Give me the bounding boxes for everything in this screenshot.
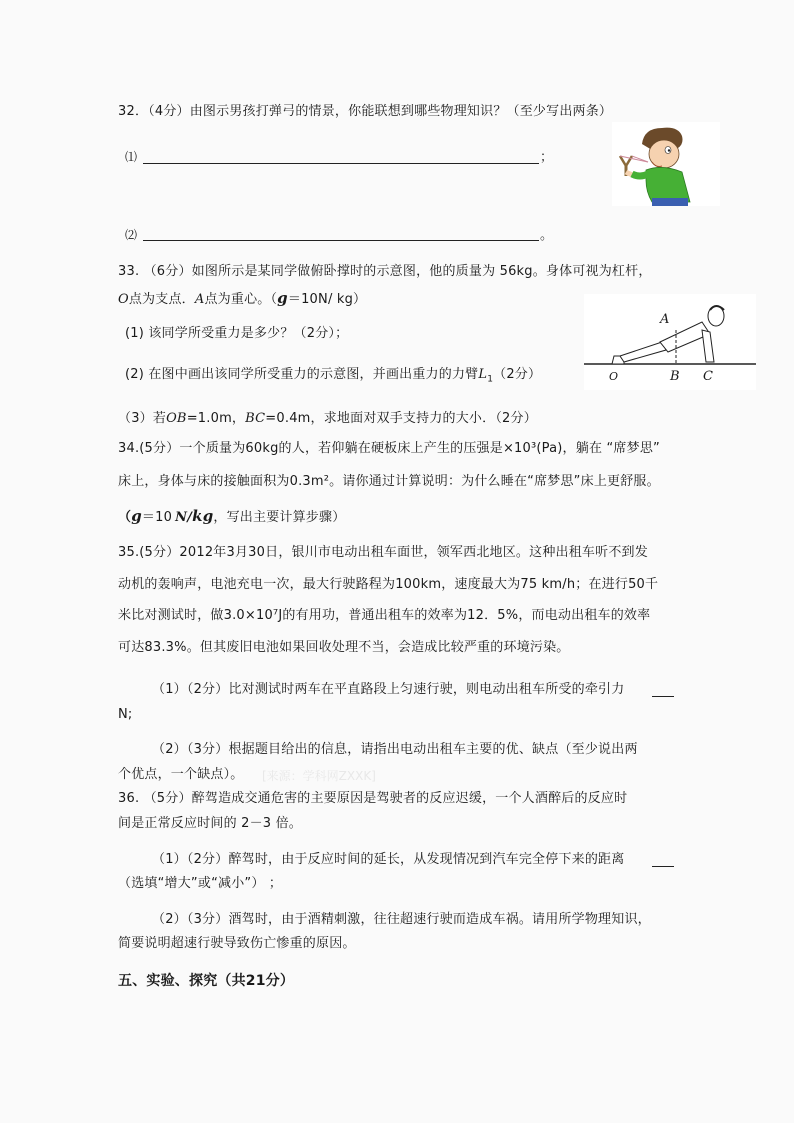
q36-sub1-blank[interactable]	[652, 866, 674, 867]
q33-line2-b: 点为重心。（	[204, 292, 278, 307]
q33-sub3-pre: （3）若	[118, 411, 167, 426]
pushup-label-c: C	[703, 369, 714, 384]
q33-line2-a: 点为支点．	[128, 292, 195, 307]
q33-point-o: O	[118, 292, 129, 307]
q32-header: 32．（4分）由图示男孩打弹弓的情景，你能联想到哪些物理知识？（至少写出两条）	[118, 104, 613, 119]
q33-sub3-mid: =1.0m，	[186, 411, 246, 426]
q34-unit-kg: kg	[192, 507, 214, 525]
q33-sub3-end: =0.4m，求地面对双手支持力的大小．（2分）	[265, 411, 537, 426]
q35-line2: 动机的轰响声，电池充电一次，最大行驶路程为100km，速度最大为75 km/h；在进行50千	[118, 577, 659, 592]
q34-line1: 34.(5分）一个质量为60kg的人，若仰躺在硬板床上产生的压强是×10³(Pa)，躺在 “席梦思”	[118, 441, 660, 456]
q36-sub2-line1: （2）（3分）酒驾时，由于酒精刺激，往往超速行驶而造成车祸。请用所学物理知识，	[152, 912, 651, 927]
q32-line1-end: ；	[540, 150, 554, 165]
q33-sub1: (1) 该同学所受重力是多少？（2分）；	[125, 326, 349, 341]
q35-sub1-blank[interactable]	[652, 696, 674, 697]
q36-line2: 间是正常反应时间的 2－3 倍。	[118, 816, 303, 831]
q32-line2-end: 。	[540, 228, 554, 243]
q33-line1: 33. （6分）如图所示是某同学做俯卧撑时的示意图，他的质量为 56kg。身体可视为杠杆，	[118, 264, 652, 279]
q34-open: （	[118, 510, 132, 525]
q33-g-symbol: g	[277, 289, 288, 307]
pushup-label-b: B	[670, 369, 680, 384]
q33-line2	[118, 289, 366, 309]
q33-sub2-sub: 1	[487, 374, 494, 385]
q34-unit-n: N	[175, 510, 188, 525]
q33-sub3-bc: BC	[245, 411, 266, 426]
q35-line3: 米比对测试时，做3.0×10⁷J的有用功，普通出租车的效率为12．5%，而电动出租车的效率	[118, 608, 651, 623]
q32-answer-line-1[interactable]	[143, 163, 539, 164]
q36-line1: 36. （5分）醉驾造成交通危害的主要原因是驾驶者的反应迟缓，一个人酒醉后的反应时	[118, 791, 628, 806]
q32-line1-label: ⑴	[125, 150, 138, 164]
q33-g-value: ＝10N/ kg）	[287, 292, 367, 307]
pushup-label-a: A	[660, 312, 670, 327]
q33-sub2-end: （2分）	[493, 367, 542, 382]
q35-sub1-line1: （1）（2分）比对测试时两车在平直路段上匀速行驶，则电动出租车所受的牵引力	[152, 682, 625, 697]
q35-line1: 35.(5分）2012年3月30日，银川市电动出租车面世，领军西北地区。这种出租车听不到发	[118, 545, 648, 560]
q33-sub2-main: (2) 在图中画出该同学所受重力的示意图，并画出重力的力臂	[125, 367, 479, 382]
q33-sub2	[125, 366, 541, 389]
q34-g: g	[131, 507, 142, 525]
q34-line2: 床上，身体与床的接触面积为0.3m²。请你通过计算说明：为什么睡在“席梦思”床上更舒服。	[118, 474, 660, 489]
q35-line4: 可达83.3%。但其废旧电池如果回收处理不当，会造成比较严重的环境污染。	[118, 640, 570, 655]
q33-point-a: A	[194, 292, 205, 307]
pushup-label-o: O	[609, 370, 619, 383]
q33-sub3	[118, 410, 537, 428]
q34-unit-slash: /	[187, 510, 193, 525]
section5-title: 五、实验、探究（共21分）	[118, 973, 295, 989]
q35-sub2-line2: 个优点，一个缺点）。	[118, 767, 244, 782]
q36-sub1-line1: （1）（2分）醉驾时，由于反应时间的延长，从发现情况到汽车完全停下来的距离	[152, 852, 625, 867]
q36-sub1-line2: （选填“增大”或“减小”） ；	[118, 876, 283, 891]
q35-sub1-line2: N;	[118, 707, 133, 722]
q34-line3	[118, 507, 345, 527]
q34-end: ，写出主要计算步骤）	[213, 510, 346, 525]
q36-sub2-line2: 简要说明超速行驶导致伤亡惨重的原因。	[118, 936, 356, 951]
q33-sub2-L: L	[478, 367, 488, 382]
q34-eq: ＝10	[141, 510, 173, 525]
q32-answer-line-2[interactable]	[143, 240, 539, 241]
q35-sub2-line1: （2）（3分）根据题目给出的信息，请指出电动出租车主要的优、缺点（至少说出两	[152, 742, 638, 757]
watermark-source: [来源：学科网ZXXK]	[262, 769, 376, 783]
q32-line2-label: ⑵	[125, 228, 138, 242]
q33-sub3-ob: OB	[166, 411, 187, 426]
slingshot-boy-image	[612, 122, 720, 206]
